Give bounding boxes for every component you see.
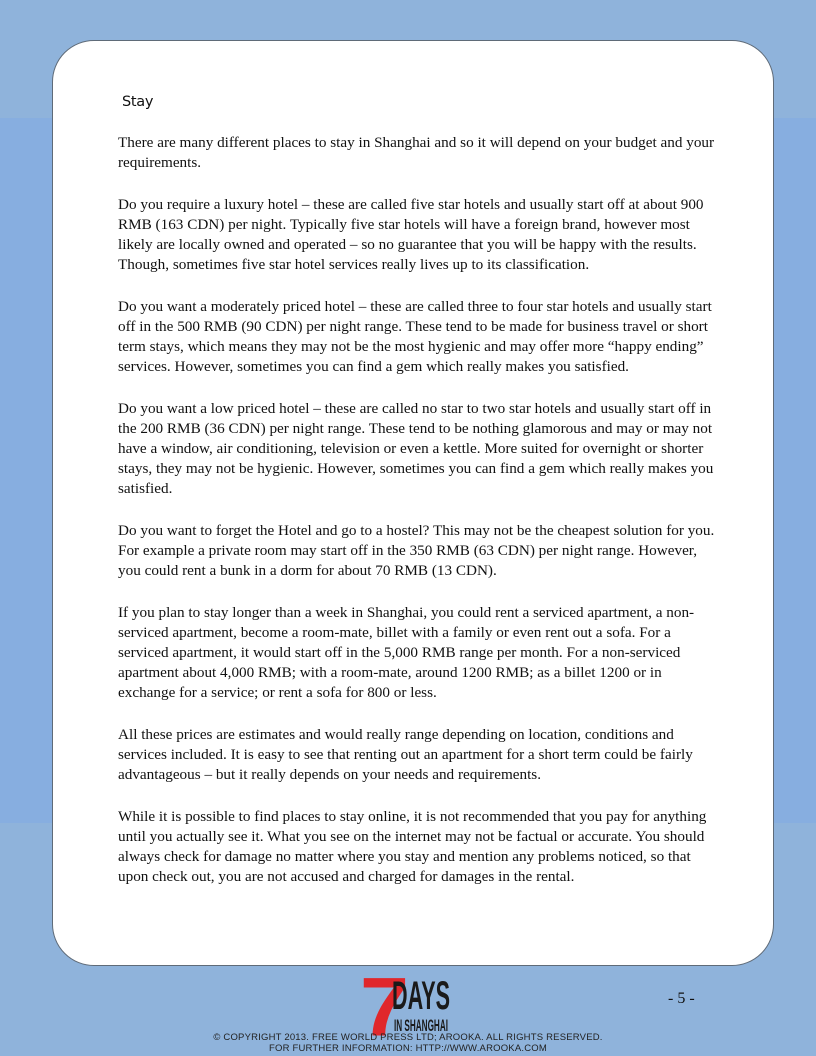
body-text	[118, 133, 718, 909]
logo-days: DAYS	[392, 974, 450, 1018]
section-heading: Stay	[122, 94, 154, 110]
page-number: - 5 -	[668, 990, 695, 1007]
paragraph: While it is possible to find places to stay online, it is not recommended that you pay for anything until you actually see it. What you see on the internet may not be factual or accurate. You should always check for damage no matter where you stay and mention any problems noticed, so that upon check out, you are not accused and charged for damages in the rental.	[118, 808, 707, 885]
paragraph: All these prices are estimates and would really range depending on location, conditions and services included. It is easy to see that renting out an apartment for a short term could be fairly advantageous – but it really depends on your needs and requirements.	[118, 726, 693, 783]
background-band-right	[774, 118, 816, 823]
paragraph: Do you want a low priced hotel – these are called no star to two star hotels and usually start off in the 200 RMB (36 CDN) per night range. These tend to be nothing glamorous and may or may not have a window, air conditioning, television or even a kettle. More suited for overnight or shorter stays, they may not be hygienic. However, sometimes you can find a gem which really makes you satisfied.	[118, 400, 714, 497]
paragraph: Do you want to forget the Hotel and go to a hostel? This may not be the cheapest solution for you. For example a private room may start off in the 350 RMB (63 CDN) per night range. However, you could rent a bunk in a dorm for about 70 RMB (13 CDN).	[118, 522, 715, 579]
paragraph: Do you require a luxury hotel – these are called five star hotels and usually start off at about 900 RMB (163 CDN) per night. Typically five star hotels will have a foreign brand, however most likely are locally owned and operated – so no guarantee that you will be happy with the results. Though, sometimes five star hotel services really lives up to its classification.	[118, 196, 704, 273]
paragraph: If you plan to stay longer than a week in Shanghai, you could rent a serviced apartment, a non-serviced apartment, become a room-mate, billet with a family or even rent out a sofa. For a serviced apartment, it would start off in the 5,000 RMB range per month. For a non-serviced apartment about 4,000 RMB; with a room-mate, around 1200 RMB; as a billet 1200 or in exchange for a service; or rent a sofa for 800 or less.	[118, 604, 695, 701]
paragraph: There are many different places to stay in Shanghai and so it will depend on your budget and your requirements.	[118, 134, 715, 171]
paragraph: Do you want a moderately priced hotel – these are called three to four star hotels and usually start off in the 500 RMB (90 CDN) per night range. These tend to be made for business travel or short term stays, which means they may not be the most hygienic and may offer more “happy ending” services. However, sometimes you can find a gem which really makes you satisfied.	[118, 298, 712, 375]
background-band-left	[0, 118, 52, 823]
footer	[0, 1032, 816, 1054]
7days-logo	[360, 960, 454, 1055]
logo-seven: 7	[360, 960, 409, 1055]
logo-in-shanghai: IN SHANGHAI	[394, 1016, 448, 1035]
footer-info: FOR FURTHER INFORMATION: HTTP://WWW.AROOKA.COM	[268, 1043, 547, 1054]
footer-copyright: © COPYRIGHT 2013. FREE WORLD PRESS LTD; AROOKA. ALL RIGHTS RESERVED.	[213, 1032, 603, 1043]
